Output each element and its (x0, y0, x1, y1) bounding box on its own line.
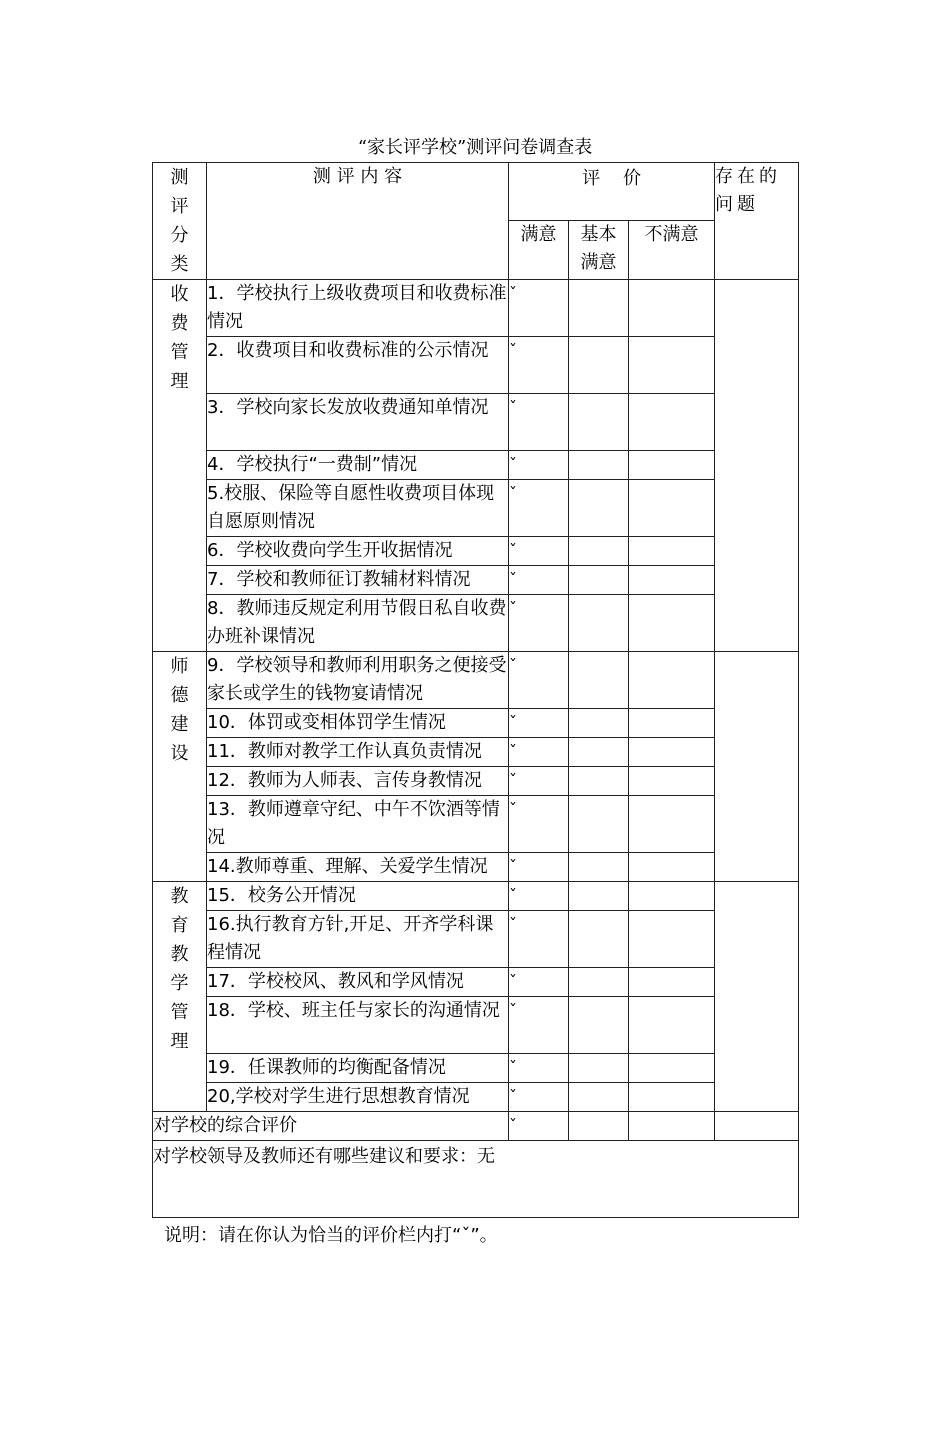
basic-satisfied-cell[interactable] (569, 394, 629, 451)
unsatisfied-cell[interactable] (629, 652, 715, 709)
item-text: 8．教师违反规定利用节假日私自收费办班补课情况 (207, 595, 509, 652)
satisfied-checkmark[interactable]: ˇ (509, 566, 569, 595)
unsatisfied-cell[interactable] (629, 451, 715, 480)
item-text: 15．校务公开情况 (207, 882, 509, 911)
instruction-note: 说明：请在你认为恰当的评价栏内打“ˇ”。 (164, 1225, 498, 1246)
header-unsatisfied: 不满意 (629, 220, 715, 279)
basic-satisfied-cell[interactable] (569, 968, 629, 997)
item-text: 5.校服、保险等自愿性收费项目体现自愿原则情况 (207, 480, 509, 537)
unsatisfied-cell[interactable] (629, 480, 715, 537)
header-basic-satisfied: 基本满意 (569, 220, 629, 279)
overall-label: 对学校的综合评价 (153, 1112, 509, 1141)
satisfied-checkmark[interactable]: ˇ (509, 882, 569, 911)
header-content: 测 评 内 容 (207, 163, 509, 280)
item-text: 4．学校执行“一费制”情况 (207, 451, 509, 480)
basic-satisfied-cell[interactable] (569, 566, 629, 595)
item-text: 16.执行教育方针,开足、开齐学科课程情况 (207, 911, 509, 968)
basic-satisfied-cell[interactable] (569, 480, 629, 537)
basic-satisfied-cell[interactable] (569, 280, 629, 337)
item-text: 13．教师遵章守纪、中午不饮酒等情况 (207, 796, 509, 853)
table-row (153, 997, 799, 1054)
basic-satisfied-cell[interactable] (569, 853, 629, 882)
satisfied-checkmark[interactable]: ˇ (509, 911, 569, 968)
header-satisfied: 满意 (509, 220, 569, 279)
unsatisfied-cell[interactable] (629, 882, 715, 911)
satisfied-checkmark[interactable]: ˇ (509, 853, 569, 882)
overall-problems-cell[interactable] (715, 1112, 799, 1141)
unsatisfied-cell[interactable] (629, 911, 715, 968)
category-cell (153, 280, 207, 652)
overall-basic-cell[interactable] (569, 1112, 629, 1141)
satisfied-checkmark[interactable]: ˇ (509, 337, 569, 394)
item-text: 9．学校领导和教师利用职务之便接受家长或学生的钱物宴请情况 (207, 652, 509, 709)
satisfied-checkmark[interactable]: ˇ (509, 1083, 569, 1112)
category-cell (153, 882, 207, 1112)
unsatisfied-cell[interactable] (629, 853, 715, 882)
unsatisfied-cell[interactable] (629, 709, 715, 738)
basic-satisfied-cell[interactable] (569, 451, 629, 480)
satisfied-checkmark[interactable]: ˇ (509, 652, 569, 709)
satisfied-checkmark[interactable]: ˇ (509, 968, 569, 997)
satisfied-checkmark[interactable]: ˇ (509, 709, 569, 738)
satisfied-checkmark[interactable]: ˇ (509, 1054, 569, 1083)
unsatisfied-cell[interactable] (629, 394, 715, 451)
item-text: 11．教师对教学工作认真负责情况 (207, 738, 509, 767)
satisfied-checkmark[interactable]: ˇ (509, 451, 569, 480)
header-evaluation: 评 价 (509, 163, 715, 221)
table-row (153, 337, 799, 394)
table-row (153, 968, 799, 997)
suggestions-text[interactable]: 对学校领导及教师还有哪些建议和要求：无 (153, 1141, 799, 1218)
item-text: 20,学校对学生进行思想教育情况 (207, 1083, 509, 1112)
table-row (153, 280, 799, 337)
unsatisfied-cell[interactable] (629, 537, 715, 566)
basic-satisfied-cell[interactable] (569, 1083, 629, 1112)
header-category: 测评分类 (153, 163, 207, 280)
item-text: 10．体罚或变相体罚学生情况 (207, 709, 509, 738)
table-row (153, 853, 799, 882)
satisfied-checkmark[interactable]: ˇ (509, 480, 569, 537)
basic-satisfied-cell[interactable] (569, 911, 629, 968)
table-row (153, 709, 799, 738)
table-row (153, 652, 799, 709)
overall-unsatisfied-cell[interactable] (629, 1112, 715, 1141)
satisfied-checkmark[interactable]: ˇ (509, 997, 569, 1054)
item-text: 12．教师为人师表、言传身教情况 (207, 767, 509, 796)
satisfied-checkmark[interactable]: ˇ (509, 738, 569, 767)
basic-satisfied-cell[interactable] (569, 882, 629, 911)
item-text: 18．学校、班主任与家长的沟通情况 (207, 997, 509, 1054)
item-text: 6．学校收费向学生开收据情况 (207, 537, 509, 566)
unsatisfied-cell[interactable] (629, 796, 715, 853)
unsatisfied-cell[interactable] (629, 1054, 715, 1083)
problems-cell[interactable] (715, 652, 799, 882)
basic-satisfied-cell[interactable] (569, 537, 629, 566)
item-text: 3．学校向家长发放收费通知单情况 (207, 394, 509, 451)
table-row (153, 1083, 799, 1112)
satisfied-checkmark[interactable]: ˇ (509, 595, 569, 652)
unsatisfied-cell[interactable] (629, 595, 715, 652)
survey-table (152, 162, 799, 1218)
table-row (153, 595, 799, 652)
unsatisfied-cell[interactable] (629, 997, 715, 1054)
basic-satisfied-cell[interactable] (569, 595, 629, 652)
basic-satisfied-cell[interactable] (569, 709, 629, 738)
table-row (153, 767, 799, 796)
header-problems: 存在的问题 (715, 163, 799, 280)
category-cell (153, 652, 207, 882)
category-label: 师德建设 (170, 656, 189, 764)
satisfied-checkmark[interactable]: ˇ (509, 767, 569, 796)
category-label: 收费管理 (170, 284, 189, 392)
basic-satisfied-cell[interactable] (569, 767, 629, 796)
table-row (153, 738, 799, 767)
table-row (153, 1054, 799, 1083)
table-row (153, 882, 799, 911)
table-row (153, 480, 799, 537)
item-text: 7．学校和教师征订教辅材料情况 (207, 566, 509, 595)
overall-satisfied-checkmark[interactable]: ˇ (509, 1112, 569, 1141)
page-title: “家长评学校”测评问卷调查表 (357, 137, 593, 158)
satisfied-checkmark[interactable]: ˇ (509, 280, 569, 337)
table-row (153, 566, 799, 595)
table-row (153, 537, 799, 566)
table-row (153, 796, 799, 853)
suggestions-row (153, 1141, 799, 1218)
unsatisfied-cell[interactable] (629, 566, 715, 595)
basic-satisfied-cell[interactable] (569, 738, 629, 767)
table-row (153, 911, 799, 968)
basic-satisfied-cell[interactable] (569, 997, 629, 1054)
basic-satisfied-cell[interactable] (569, 652, 629, 709)
table-row (153, 451, 799, 480)
item-text: 17．学校校风、教风和学风情况 (207, 968, 509, 997)
item-text: 19．任课教师的均衡配备情况 (207, 1054, 509, 1083)
unsatisfied-cell[interactable] (629, 968, 715, 997)
problems-cell[interactable] (715, 280, 799, 652)
unsatisfied-cell[interactable] (629, 738, 715, 767)
satisfied-checkmark[interactable]: ˇ (509, 537, 569, 566)
problems-cell[interactable] (715, 882, 799, 1112)
unsatisfied-cell[interactable] (629, 337, 715, 394)
overall-row (153, 1112, 799, 1141)
unsatisfied-cell[interactable] (629, 280, 715, 337)
item-text: 14.教师尊重、理解、关爱学生情况 (207, 853, 509, 882)
basic-satisfied-cell[interactable] (569, 1054, 629, 1083)
unsatisfied-cell[interactable] (629, 767, 715, 796)
satisfied-checkmark[interactable]: ˇ (509, 394, 569, 451)
basic-satisfied-cell[interactable] (569, 337, 629, 394)
satisfied-checkmark[interactable]: ˇ (509, 796, 569, 853)
table-row (153, 394, 799, 451)
item-text: 1．学校执行上级收费项目和收费标准情况 (207, 280, 509, 337)
category-label: 教育教学管理 (170, 886, 189, 1052)
unsatisfied-cell[interactable] (629, 1083, 715, 1112)
basic-satisfied-cell[interactable] (569, 796, 629, 853)
item-text: 2．收费项目和收费标准的公示情况 (207, 337, 509, 394)
